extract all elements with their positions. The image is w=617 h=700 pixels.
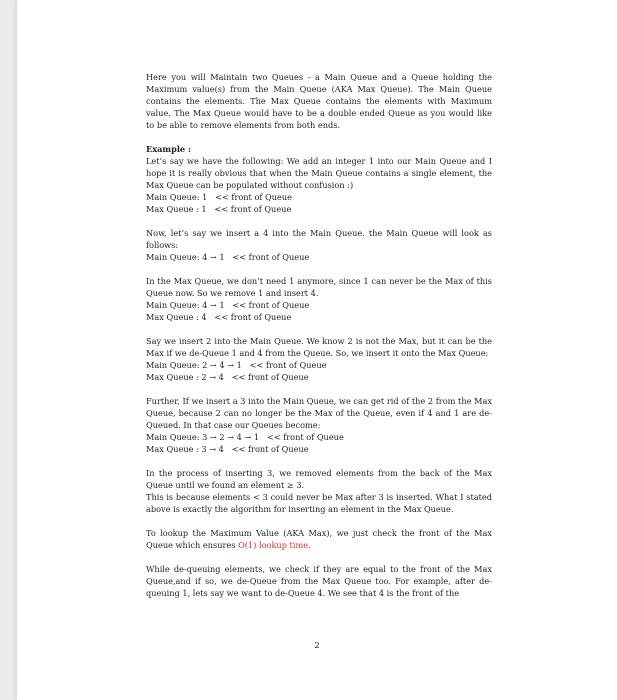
example3-main-queue: Main Queue: 4 → 1 << front of Queue — [146, 300, 310, 310]
example3-max-queue: Max Queue : 4 << front of Queue — [146, 312, 292, 322]
example4-paragraph: Say we insert 2 into the Main Queue. We know 2 is not the Max, but it can be the Max if we de-Queue 1 and 4 from the Queue. So, we insert it onto the Max Queue: — [146, 336, 492, 358]
example3-paragraph: In the Max Queue, we don’t need 1 anymore, since 1 can never be the Max of this Queue now. So we remove 1 and insert 4. — [146, 276, 492, 298]
lookup-text: To lookup the Maximum Value (AKA Max), we just check the front of the Max Queue which ensures — [146, 528, 492, 550]
insertion-paragraph-1: In the process of inserting 3, we removed elements from the back of the Max Queue until we found an element ≥ 3. — [146, 468, 492, 490]
example5-main-queue: Main Queue: 3 → 2 → 4 → 1 << front of Queue — [146, 432, 344, 442]
example5-paragraph: Further, If we insert a 3 into the Main Queue, we can get rid of the 2 from the Max Queue, because 2 can no longer be the Max of the Queue, even if 4 and 1 are de-Queued. In that case our Queues become: — [146, 396, 492, 430]
example1-paragraph: Let’s say we have the following: We add an integer 1 into our Main Queue and I hope it is really obvious that when the Main Queue contains a single element, the Max Queue can be populated without confusion :) — [146, 156, 492, 190]
example4-max-queue: Max Queue : 2 → 4 << front of Queue — [146, 372, 309, 382]
example2-main-queue: Main Queue: 4 → 1 << front of Queue — [146, 252, 310, 262]
page-content — [146, 71, 492, 611]
insertion-paragraph-2: This is because elements < 3 could never be Max after 3 is inserted. What I stated above is exactly the algorithm for inserting an element in the Max Queue. — [146, 492, 492, 514]
lookup-paragraph — [146, 527, 492, 551]
example1-main-queue: Main Queue: 1 << front of Queue — [146, 192, 292, 202]
example4-main-queue: Main Queue: 2 → 4 → 1 << front of Queue — [146, 360, 327, 370]
intro-paragraph: Here you will Maintain two Queues - a Main Queue and a Queue holding the Maximum value(s) from the Main Queue (AKA Max Queue). The Main Queue contains the elements. The Max Queue contains the elements with Maximum value. The Max Queue would have to be a double ended Queue as you would like to be able to remove elements from both ends. — [146, 72, 492, 130]
document-page — [17, 0, 617, 700]
lookup-complexity: O(1) lookup time. — [238, 540, 311, 550]
example5-max-queue: Max Queue : 3 → 4 << front of Queue — [146, 444, 309, 454]
example-heading: Example : — [146, 144, 192, 154]
page-number: 2 — [314, 640, 320, 650]
example1-max-queue: Max Queue : 1 << front of Queue — [146, 204, 292, 214]
example2-paragraph: Now, let’s say we insert a 4 into the Main Queue. the Main Queue will look as follows: — [146, 228, 492, 250]
dequeue-paragraph: While de-queuing elements, we check if they are equal to the front of the Max Queue,and if so, we de-Queue from the Max Queue too. For example, after de-queuing 1, lets say we want to de-Queue 4. We see that 4 is the front of the — [146, 564, 492, 598]
